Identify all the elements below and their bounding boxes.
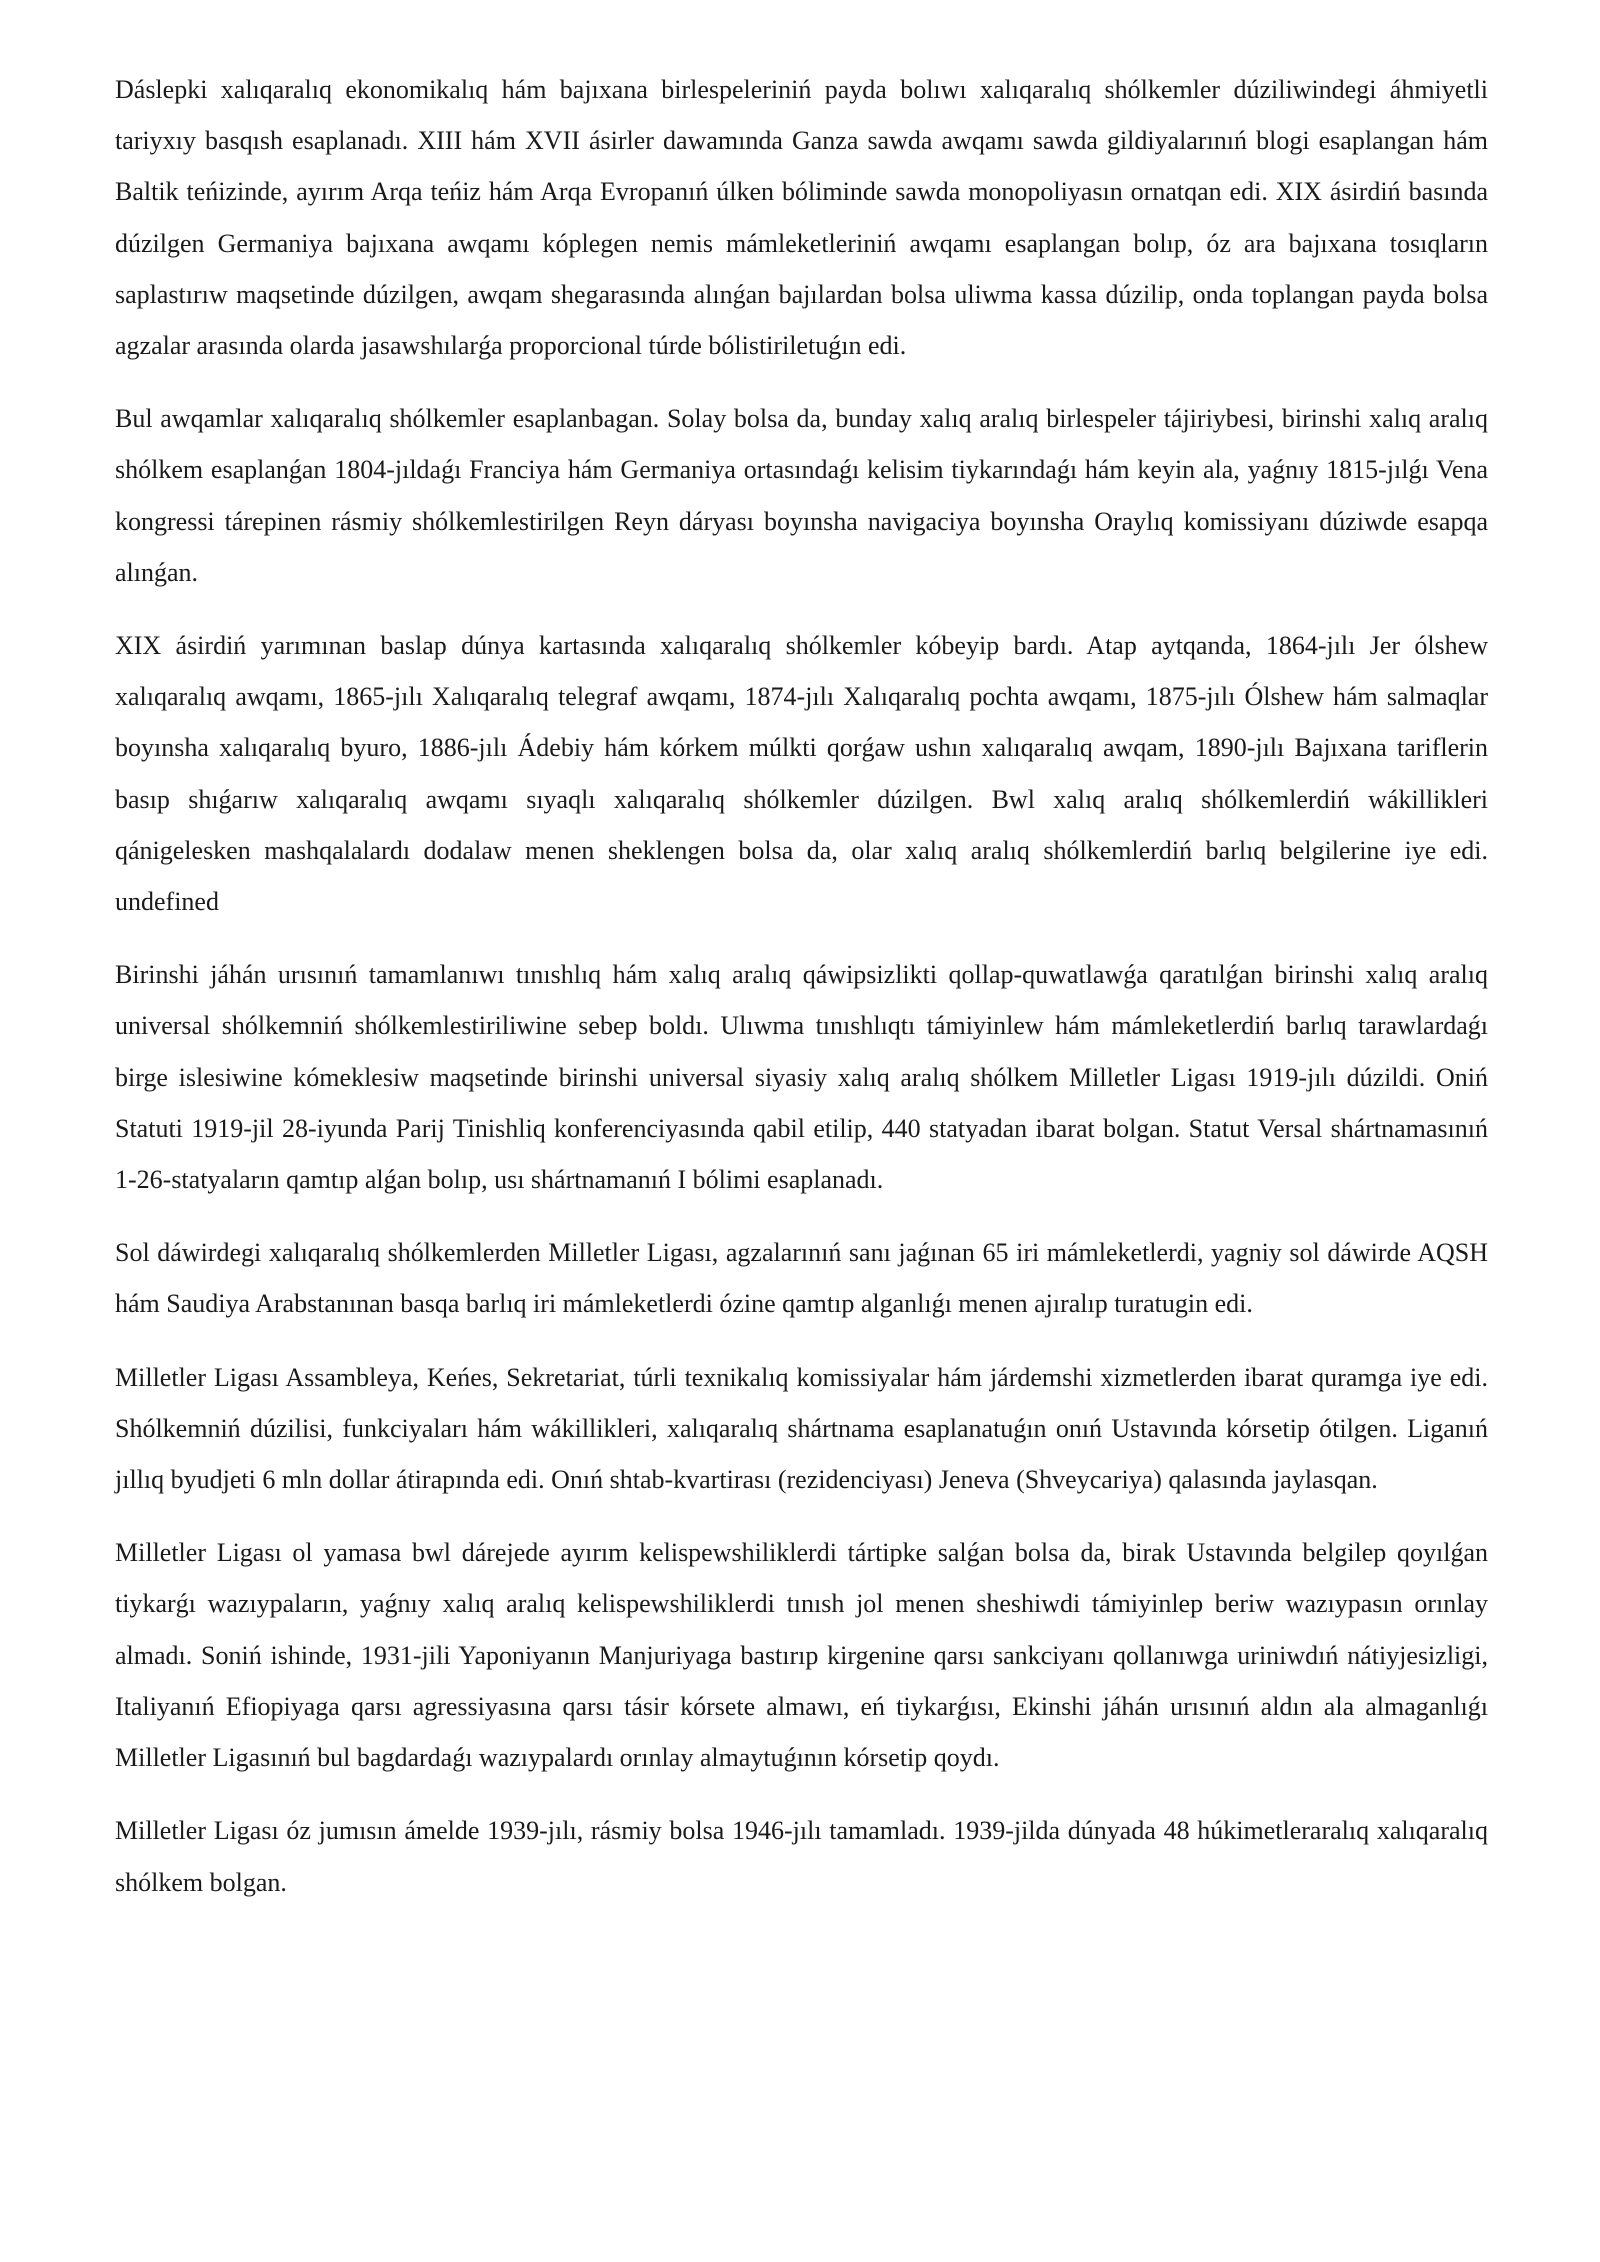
- paragraph-league-founding: Birinshi jáhán urısınıń tamamlanıwı tınıshlıq hám xalıq aralıq qáwipsizlikti qollap-quwatlawǵa qaratılǵan birinshi xalıq aralıq universal shólkemniń shólkemlestiriliwine sebep boldı. Ulıwma tınıshlıqtı támiyinlew hám mámleketlerdiń barlıq tarawlardaǵı birge islesiwine kómeklesiw maqsetinde birinshi universal siyasiy xalıq aralıq shólkem Milletler Ligası 1919-jılı dúzildi. Oniń Statuti 1919-jil 28-iyunda Parij Tinishliq konferenciyasında qabil etilip, 440 statyadan ibarat bolgan. Statut Versal shártnamasınıń 1-26-statyaların qamtıp alǵan bolıp, usı shártnamanıń I bólimi esaplanadı.: [115, 960, 1488, 1195]
- paragraph-league-end: Milletler Ligası óz jumısın ámelde 1939-jılı, rásmiy bolsa 1946-jılı tamamladı. 1939-jilda dúnyada 48 húkimetlerаralıq xalıqaralıq shólkem bolgan.: [115, 1816, 1488, 1897]
- paragraph-league-failures: Milletler Ligası ol yamasa bwl dárejede ayırım kelispewshiliklerdi tártipke salǵan bolsa da, birak Ustavında belgilep qoyılǵan tiykarǵı wazıypaların, yaǵnıy xalıq aralıq kelispewshiliklerdi tınısh jol menen sheshiwdi támiyinlep beriw wazıypasın orınlay almadı. Soniń ishinde, 1931-jili Yaponiyanın Manjuriyaga bastırıp kirgenine qarsı sankciyanı qollanıwga uriniwdıń nátiyjesizligi, Italiyanıń Efiopiyaga qarsı agressiyasına qarsı tásir kórsete almawı, eń tiykarǵısı, Ekinshi jáhán urısınıń aldın ala almaganlıǵı Milletler Ligasınıń bul bagdardaǵı wazıypalardı orınlay almaytuǵının kórsetip qoydı.: [115, 1538, 1488, 1773]
- paragraph-19th-century-organizations: XIX ásirdiń yarımınan baslap dúnya kartasında xalıqaralıq shólkemler kóbeyip bardı. Atap aytqanda, 1864-jılı Jer ólshew xalıqaralıq awqamı, 1865-jılı Xalıqaralıq telegraf awqamı, 1874-jılı Xalıqaralıq pochta awqamı, 1875-jılı Ólshew hám salmaqlar boyınsha xalıqaralıq byuro, 1886-jılı Ádebiy hám kórkem múlkti qorǵaw ushın xalıqaralıq awqam, 1890-jılı Bajıxana tariflerin basıp shıǵarıw xalıqaralıq awqamı sıyaqlı xalıqaralıq shólkemler dúzilgen. Bwl xalıq aralıq shólkemlerdiń wákillikleri qánigelesken mashqalalardı dodalaw menen sheklengen bolsa da, olar xalıq aralıq shólkemlerdiń barlıq belgilerine iye edi. undefined: [115, 631, 1488, 917]
- paragraph-league-membership: Sol dáwirdegi xalıqaralıq shólkemlerden Milletler Ligası, agzalarınıń sanı jaǵınan 65 iri mámleketlerdi, yagniy sol dáwirde AQSH hám Saudiya Arabstanınan basqa barlıq iri mámleketlerdi ózine qamtıp alganlıǵı menen ajıralıp turatugin edi.: [115, 1238, 1488, 1319]
- paragraph-rhine-commission: Bul awqamlar xalıqaralıq shólkemler esaplanbagan. Solay bolsa da, bunday xalıq aralıq birlespeler tájiriybesi, birinshi xalıq aralıq shólkem esaplanǵan 1804-jıldaǵı Franciya hám Germaniya ortasındaǵı kelisim tiykarındaǵı hám keyin ala, yaǵnıy 1815-jılǵı Vena kongressi tárepinen rásmiy shólkemlestirilgen Reyn dáryası boyınsha navigaciya boyınsha Oraylıq komissiyanı dúziwde esapqa alınǵan.: [115, 404, 1488, 587]
- paragraph-customs-unions: Dáslepki xalıqaralıq ekonomikalıq hám bajıxana birlespeleriniń payda bolıwı xalıqaralıq shólkemler dúziliwindegi áhmiyetli tariyxıy basqısh esaplanadı. XIII hám XVII ásirler dawamında Ganza sawda awqamı sawda gildiyalarınıń blogi esaplangan hám Baltik teńizinde, ayırım Arqa teńiz hám Arqa Evropanıń úlken bóliminde sawda monopoliyasın ornatqan edi. XIX ásirdiń basında dúzilgen Germaniya bajıxana awqamı kóplegen nemis mámleketleriniń awqamı esaplangan bolıp, óz ara bajıxana tosıqların saplastırıw maqsetinde dúzilgen, awqam shegarasında alınǵan bajılardan bolsa uliwma kassa dúzilip, onda toplangan payda bolsa agzalar arasında olarda jasawshılarǵa proporcional túrde bólistiriletuǵın edi.: [115, 75, 1488, 361]
- paragraph-league-structure: Milletler Ligası Assambleya, Keńes, Sekretariat, túrli texnikalıq komissiyalar hám járdemshi xizmetlerden ibarat quramga iye edi. Shólkemniń dúzilisi, funkciyaları hám wákillikleri, xalıqaralıq shártnama esaplanatuǵın onıń Ustavında kórsetip ótilgen. Liganıń jıllıq byudjeti 6 mln dollar átirapında edi. Onıń shtab-kvartirası (rezidenciyası) Jeneva (Shveycariya) qalasında jaylasqan.: [115, 1362, 1488, 1495]
